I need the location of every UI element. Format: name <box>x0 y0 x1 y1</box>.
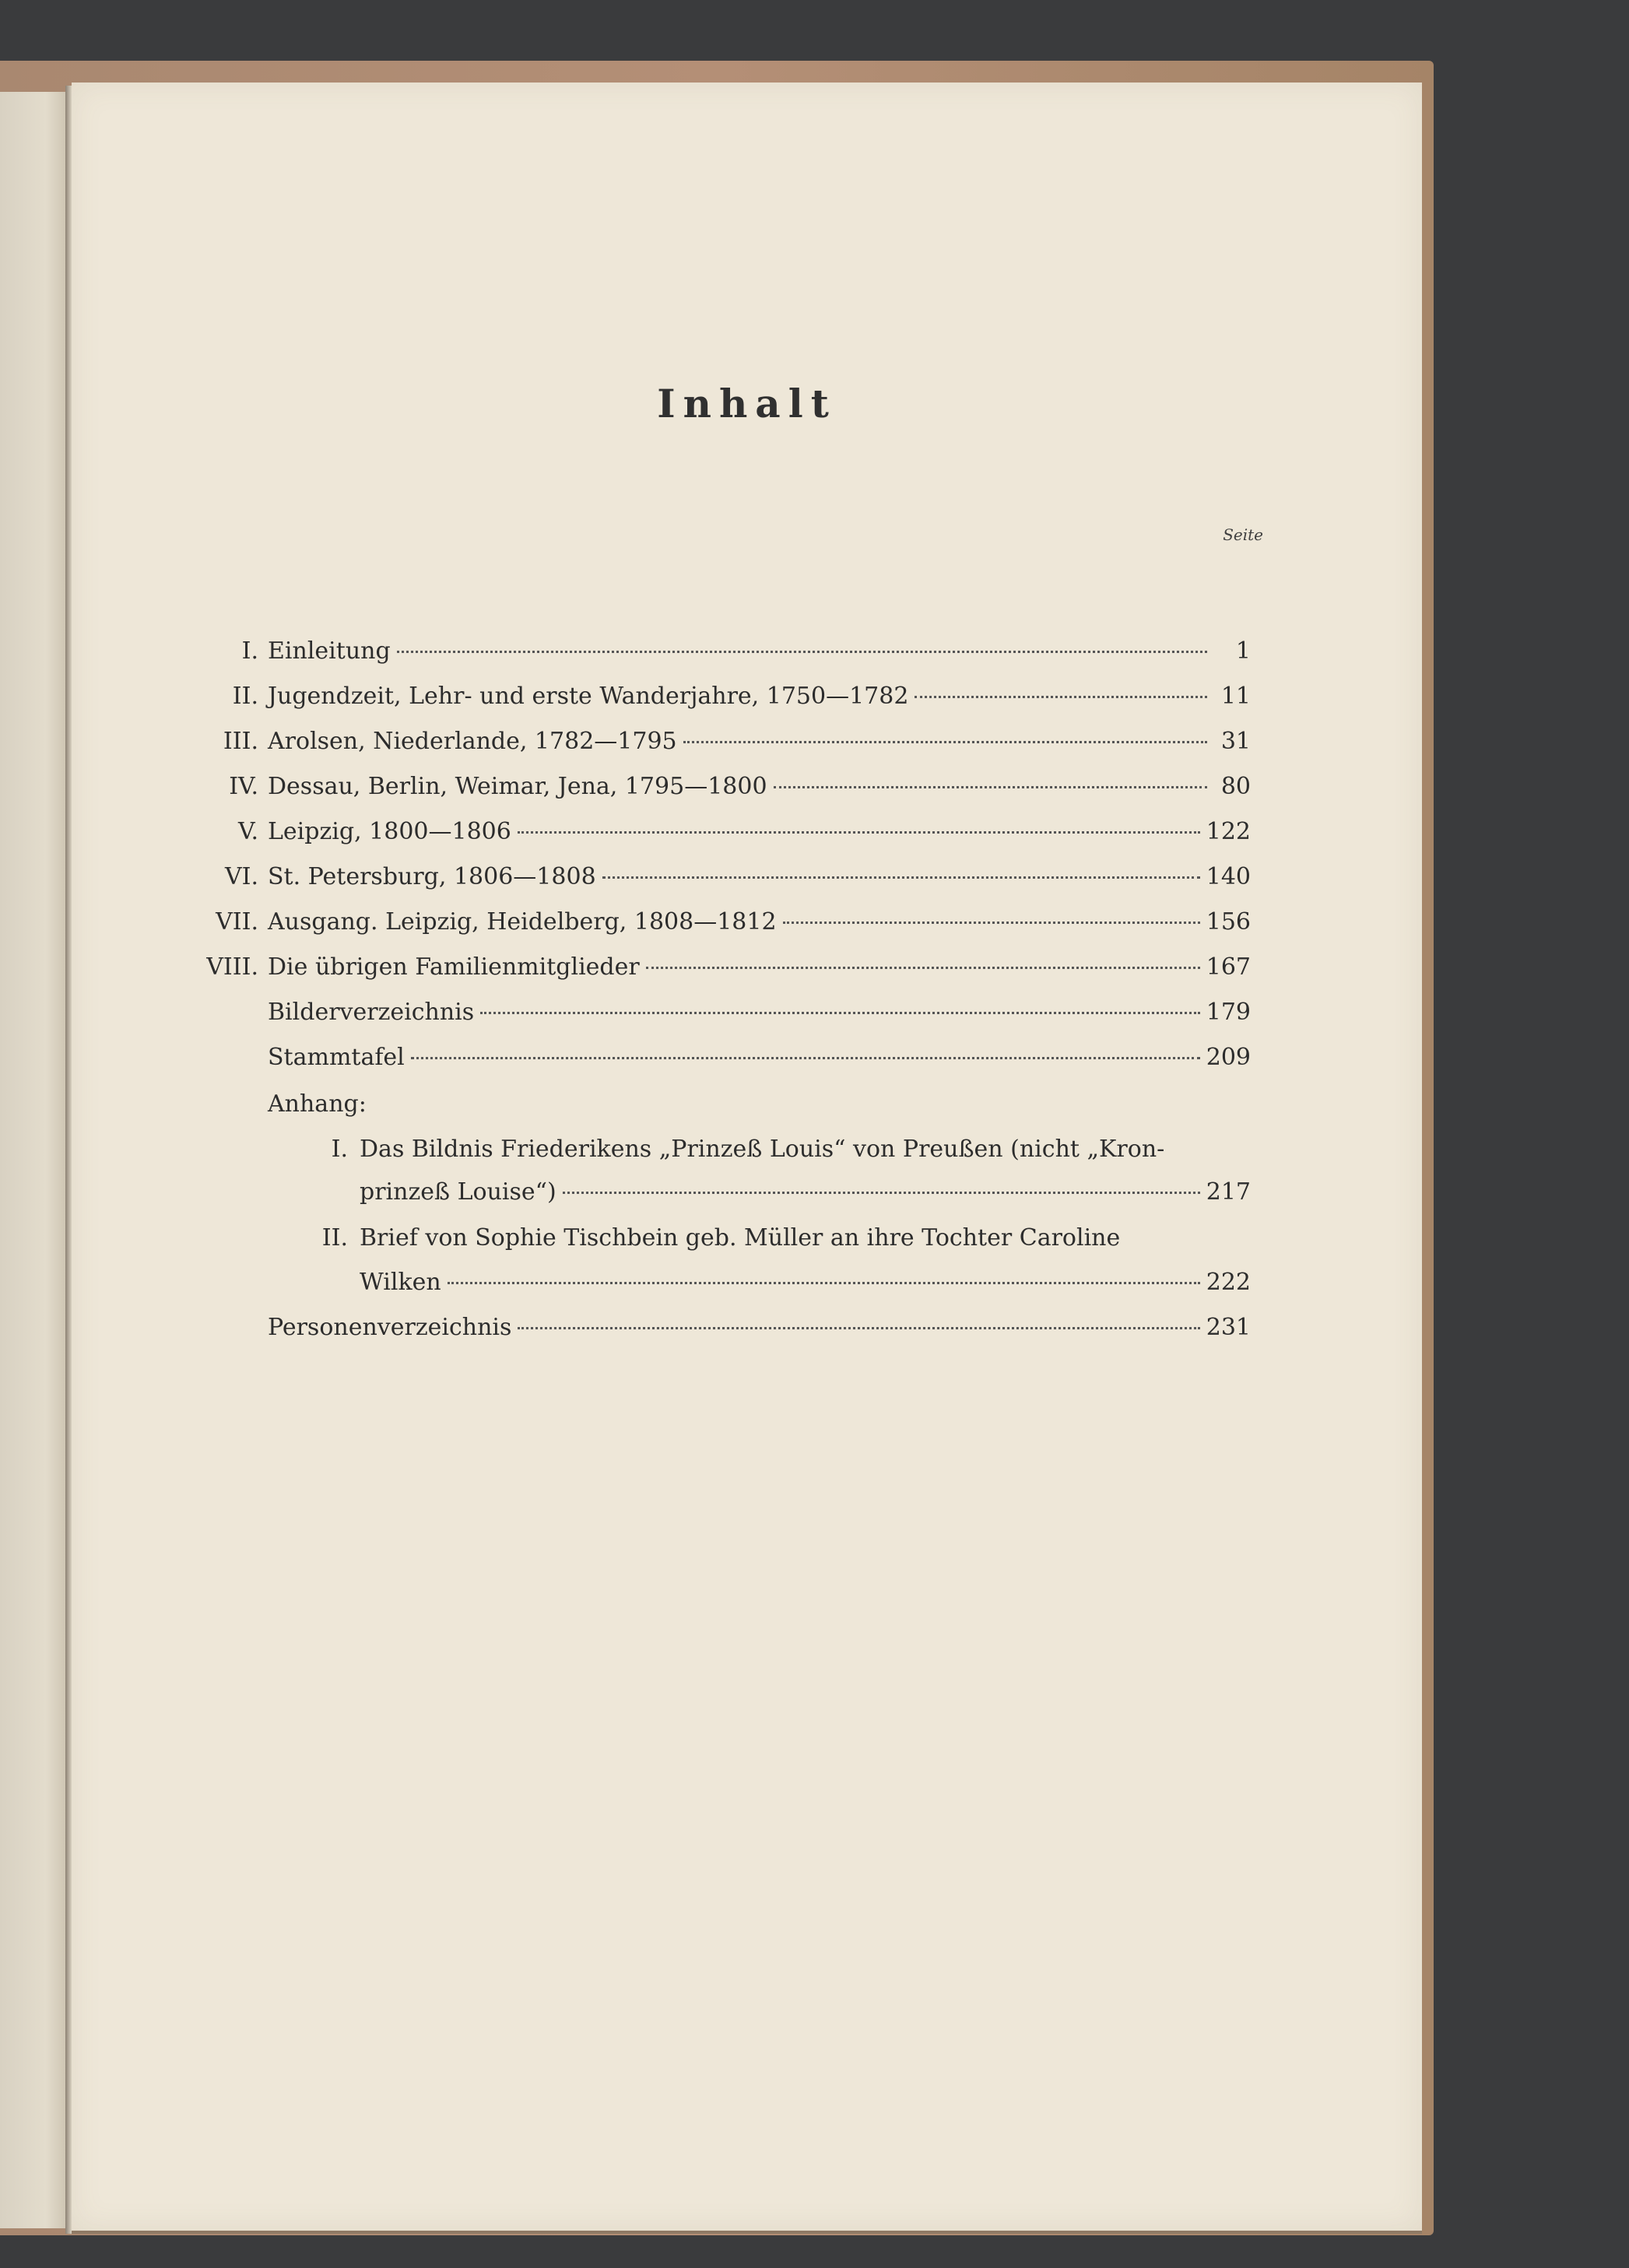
page-number: 209 <box>1206 1044 1251 1071</box>
leader-dots <box>602 876 1200 879</box>
book-spine <box>65 86 72 2234</box>
chapter-title: Jugendzeit, Lehr- und erste Wanderjahre, 1750—1782 <box>268 683 909 710</box>
page-number: 167 <box>1206 953 1251 981</box>
chapter-number: VIII. <box>206 953 258 981</box>
chapter-title: St. Petersburg, 1806—1808 <box>268 863 596 890</box>
toc-entry-stammtafel <box>268 1044 1251 1083</box>
toc-entry <box>188 863 1251 902</box>
page-number: 217 <box>1206 1178 1251 1206</box>
page-title: Inhalt <box>657 381 837 427</box>
appendix-number: II. <box>321 1224 348 1252</box>
page-column-header: Seite <box>1223 525 1263 544</box>
toc-entry <box>188 818 1251 857</box>
chapter-number: II. <box>232 683 258 710</box>
page-number: 156 <box>1206 908 1251 936</box>
page-number: 179 <box>1206 999 1251 1026</box>
toc-entry <box>188 953 1251 992</box>
left-page-edge <box>0 92 65 2228</box>
page-number: 1 <box>1235 637 1251 665</box>
chapter-title: Dessau, Berlin, Weimar, Jena, 1795—1800 <box>268 773 767 800</box>
leader-dots <box>646 967 1200 969</box>
chapter-title: Die übrigen Familienmitglieder <box>268 953 640 981</box>
section-title: Personenverzeichnis <box>268 1314 512 1341</box>
chapter-title: Arolsen, Niederlande, 1782—1795 <box>268 728 677 755</box>
page-number: 140 <box>1206 863 1251 890</box>
leader-dots <box>683 741 1207 743</box>
appendix-number: I. <box>331 1136 348 1163</box>
leader-dots <box>448 1282 1200 1284</box>
chapter-number: IV. <box>229 773 258 800</box>
chapter-number: III. <box>223 728 258 755</box>
chapter-number: VI. <box>224 863 258 890</box>
page-number: 231 <box>1206 1314 1251 1341</box>
leader-dots <box>783 922 1200 924</box>
page-number: 222 <box>1206 1269 1251 1296</box>
leader-dots <box>518 1327 1199 1329</box>
toc-entry-personenverzeichnis <box>268 1314 1251 1353</box>
leader-dots <box>480 1012 1200 1014</box>
page-number: 11 <box>1220 683 1251 710</box>
leader-dots <box>915 696 1207 698</box>
section-title: Stammtafel <box>268 1044 405 1071</box>
toc-entry-bilderverzeichnis <box>268 999 1251 1037</box>
chapter-number: I. <box>241 637 258 665</box>
section-title: Bilderverzeichnis <box>268 999 475 1026</box>
chapter-title: Ausgang. Leipzig, Heidelberg, 1808—1812 <box>268 908 777 936</box>
appendix-entry <box>360 1269 1251 1308</box>
appendix-title-line2: prinzeß Louise“) <box>360 1178 556 1206</box>
toc-entry <box>188 773 1251 812</box>
appendix-title-line1: Das Bildnis Friederikens „Prinzeß Louis“ von Preußen (nicht „Kron- <box>360 1136 1165 1163</box>
anhang-label: Anhang: <box>268 1090 367 1118</box>
leader-dots <box>397 651 1207 653</box>
page-number: 31 <box>1220 728 1251 755</box>
appendix-entry <box>360 1178 1251 1217</box>
leader-dots <box>518 831 1200 834</box>
chapter-number: V. <box>238 818 258 845</box>
chapter-title: Leipzig, 1800—1806 <box>268 818 511 845</box>
toc-entry <box>188 908 1251 947</box>
book-page <box>72 83 1422 2231</box>
appendix-title-line2: Wilken <box>360 1269 441 1296</box>
appendix-title-line1: Brief von Sophie Tischbein geb. Müller an ihre Tochter Caroline <box>360 1224 1121 1252</box>
toc-entry <box>188 637 1251 676</box>
toc-entry <box>188 728 1251 767</box>
chapter-title: Einleitung <box>268 637 391 665</box>
leader-dots <box>774 786 1207 788</box>
leader-dots <box>563 1192 1200 1194</box>
page-number: 80 <box>1220 773 1251 800</box>
chapter-number: VII. <box>216 908 258 936</box>
toc-entry <box>188 683 1251 721</box>
page-number: 122 <box>1206 818 1251 845</box>
leader-dots <box>411 1057 1200 1059</box>
